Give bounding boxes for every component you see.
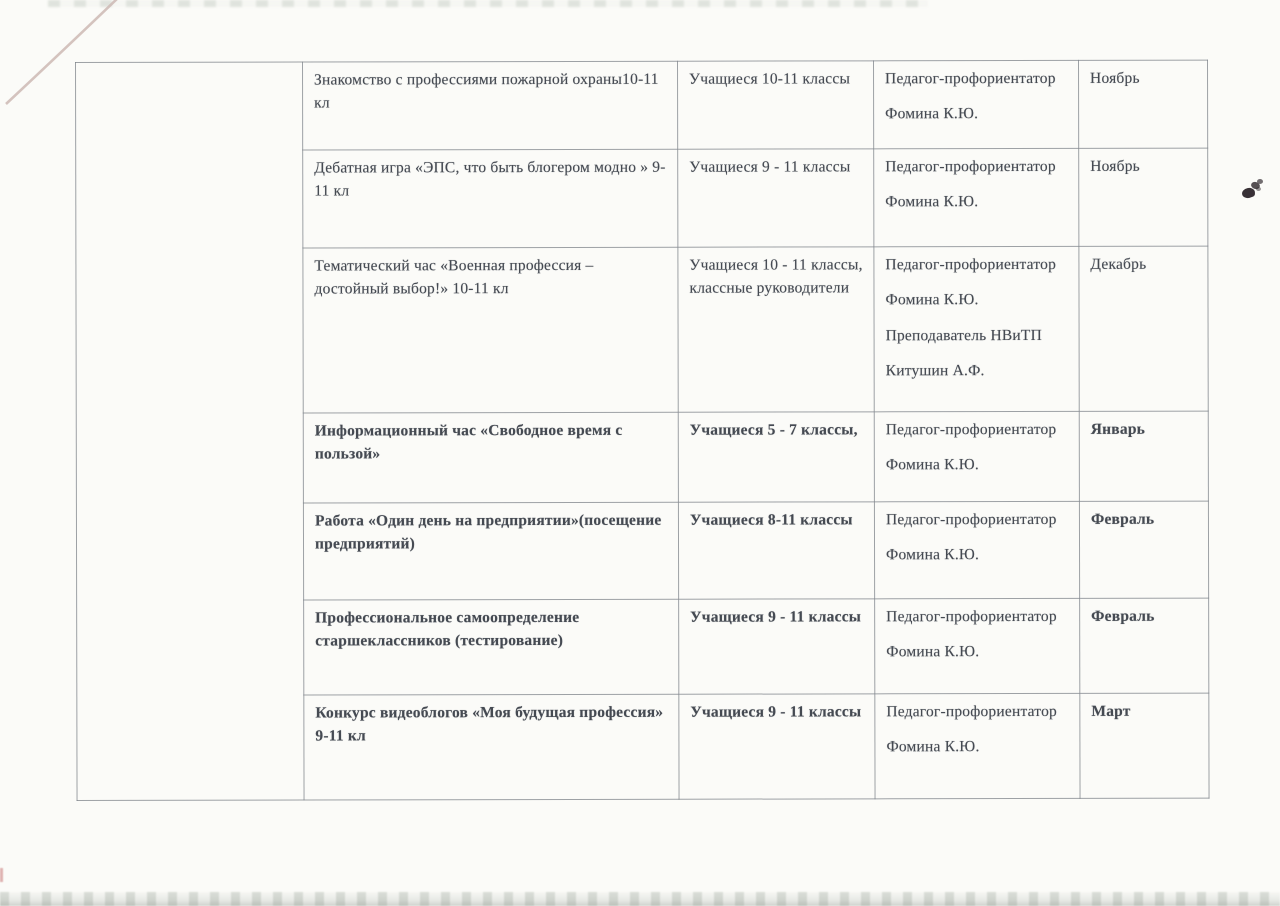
activity-cell: Профессиональное самоопределение старшеклассников (тестирование)	[304, 599, 679, 695]
responsible-role: Педагог-профориентатор	[886, 702, 1057, 721]
month-cell: Февраль	[1079, 501, 1208, 598]
month-cell: Январь	[1079, 411, 1208, 501]
plan-table-body	[76, 60, 1210, 800]
activity-cell: Конкурс видеоблогов «Моя будущая профессия» 9-11 кл	[304, 694, 679, 800]
scan-red-mark	[0, 868, 3, 882]
activity-cell: Дебатная игра «ЭПС, что быть блогером модно » 9-11 кл	[303, 149, 678, 248]
responsible-cell	[874, 501, 1079, 598]
responsible-name: Фомина К.Ю.	[885, 291, 979, 309]
responsible-role: Педагог-профориентатор	[885, 420, 1057, 439]
participants-cell: Учащиеся 8-11 классы	[678, 502, 874, 599]
month-cell: Декабрь	[1079, 246, 1208, 411]
ink-smudge-icon	[1240, 177, 1268, 201]
activity-cell: Знакомство с профессиями пожарной охраны10-11 кл	[303, 61, 678, 150]
responsible-role: Педагог-профориентатор	[885, 255, 1057, 274]
responsible-cell	[875, 598, 1080, 693]
career-guidance-plan-table	[75, 60, 1209, 801]
responsible-name: Фомина К.Ю.	[886, 546, 980, 564]
month-cell: Февраль	[1080, 598, 1209, 693]
scan-edge-bottom	[0, 892, 1280, 906]
participants-cell: Учащиеся 5 - 7 классы,	[678, 412, 874, 502]
responsible-name: Фомина К.Ю.	[885, 105, 979, 123]
responsible-name: Фомина К.Ю.	[885, 193, 979, 211]
responsible-role: Педагог-профориентатор	[885, 510, 1057, 529]
responsible-role: Педагог-профориентатор	[886, 607, 1057, 626]
scan-edge-top	[48, 0, 928, 7]
responsible-cell	[875, 693, 1080, 798]
spacer-cell	[76, 62, 305, 800]
responsible-name-2: Китушин А.Ф.	[885, 361, 985, 380]
responsible-name: Фомина К.Ю.	[886, 643, 980, 661]
responsible-name: Фомина К.Ю.	[886, 738, 980, 756]
responsible-name: Фомина К.Ю.	[885, 456, 979, 474]
activity-cell: Работа «Один день на предприятии»(посещение предприятий)	[303, 502, 678, 600]
responsible-role-2: Преподаватель НВиТП	[885, 326, 1042, 344]
participants-cell: Учащиеся 9 - 11 классы	[679, 599, 875, 694]
responsible-role: Педагог-профориентатор	[885, 157, 1056, 176]
participants-cell: Учащиеся 9 - 11 классы	[679, 694, 875, 799]
participants-cell: Учащиеся 10-11 классы	[677, 61, 873, 149]
responsible-cell	[873, 60, 1078, 148]
table-row	[76, 60, 1208, 150]
participants-cell: Учащиеся 10 - 11 классы, классные руководители	[678, 247, 874, 412]
responsible-role: Педагог-профориентатор	[885, 69, 1056, 88]
month-cell: Март	[1080, 693, 1209, 798]
activity-cell: Тематический час «Военная профессия – достойный выбор!» 10-11 кл	[303, 247, 678, 413]
month-cell: Ноябрь	[1079, 148, 1208, 246]
responsible-cell	[874, 246, 1079, 411]
responsible-cell	[874, 148, 1079, 246]
responsible-cell	[874, 411, 1079, 501]
activity-cell: Информационный час «Свободное время с пользой»	[303, 412, 678, 503]
participants-cell: Учащиеся 9 - 11 классы	[678, 149, 874, 247]
month-cell: Ноябрь	[1078, 60, 1207, 148]
